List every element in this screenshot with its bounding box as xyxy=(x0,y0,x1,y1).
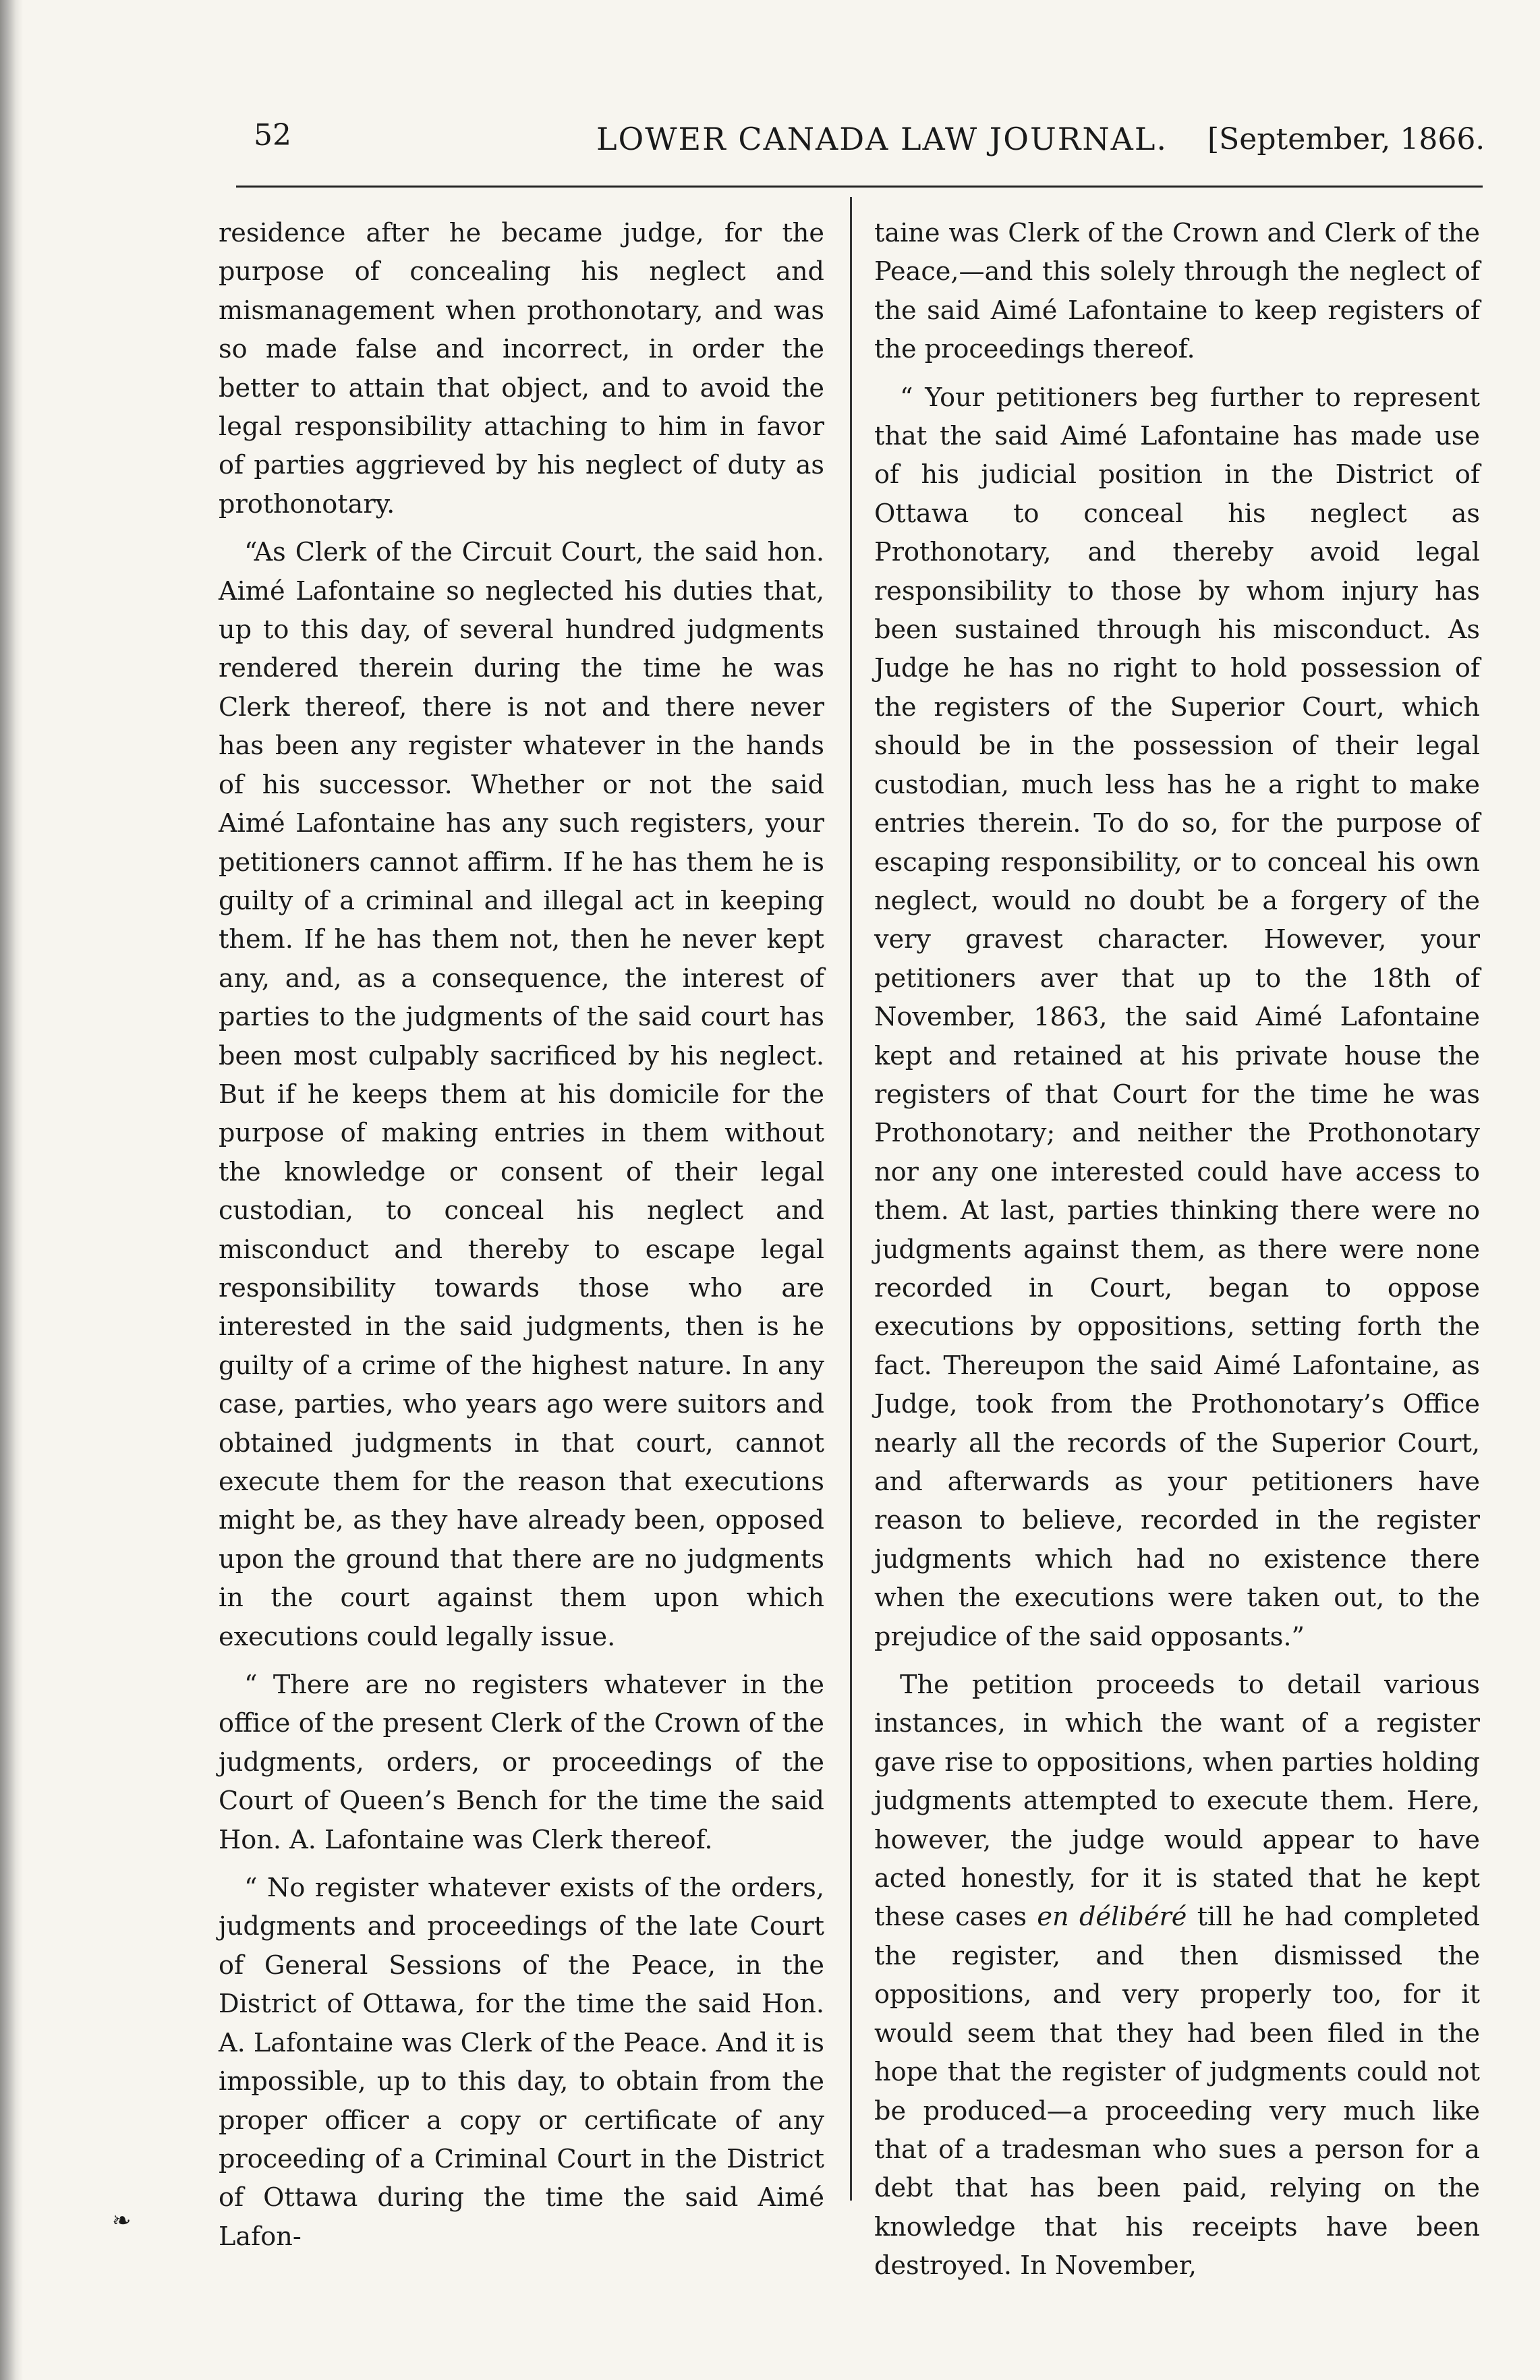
issue-date: [September, 1866. xyxy=(1207,122,1485,157)
page-header xyxy=(0,118,1540,172)
left-column xyxy=(219,215,824,2257)
column-divider xyxy=(850,197,852,2201)
paragraph: taine was Clerk of the Crown and Clerk of the Peace,—and this solely through the neglect of the said Aimé Lafontaine to keep registers of the proceedings thereof. xyxy=(874,219,1480,365)
page-number: 52 xyxy=(254,118,291,152)
margin-mark: ❧ xyxy=(112,2207,132,2234)
running-title: LOWER CANADA LAW JOURNAL. xyxy=(596,121,1168,157)
paragraph: “ Your petitioners beg further to represent that the said Aimé Lafontaine has made use of his judicial position in the District of Ottawa to conceal his neglect as Prothonotary, and thereby avoid legal responsibility to those by whom injury has been sustained through his misconduct. As Judge he has no right to hold possession of the registers of the Superior Court, which should be in the possession of their legal custodian, much less has he a right to make entries therein. To do so, for the purpose of escaping responsibility, or to conceal his own neglect, would no doubt be a forgery of the very gravest character. However, your petitioners aver that up to the 18th of November, 1863, the said Aimé Lafontaine kept and retained at his private house the registers of that Court for the time he was Prothonotary; and neither the Prothonotary nor any one interested could have access to them. At last, parties thinking there were no judgments against them, as there were none recorded in Court, began to oppose executions by oppositions, setting forth the fact. Thereupon the said Aimé Lafontaine, as Judge, took from the Prothonotary’s Office nearly all the records of the Superior Court, and afterwards as your petitioners have reason to believe, recorded in the register judgments which had no existence there when the executions were taken out, to the prejudice of the said opposants.” xyxy=(874,382,1480,1652)
paragraph: “As Clerk of the Circuit Court, the said hon. Aimé Lafontaine so neglected his duties that, up to this day, of several hundred judgments rendered therein during the time he was Clerk thereof, there is not and there never has been any register whatever in the hands of his successor. Whether or not the said Aimé Lafontaine has any such registers, your petitioners cannot affirm. If he has them he is guilty of a criminal and illegal act in keeping them. If he has them not, then he never kept any, and, as a consequence, the interest of parties to the judgments of the said court has been most culpably sacrificed by his neglect. But if he keeps them at his domicile for the purpose of making entries in them without the knowledge or consent of their legal custodian, to conceal his neglect and misconduct and thereby to escape legal responsibility towards those who are interested in the said judgments, then is he guilty of a crime of the highest nature. In any case, parties, who years ago were suitors and obtained judgments in that court, cannot execute them for the reason that executions might be, as they have already been, opposed upon the ground that there are no judgments in the court against them upon which executions could legally issue. xyxy=(219,538,824,1652)
paragraph: residence after he became judge, for the purpose of concealing his neglect and mismanagement when prothonotary, and was so made false and incorrect, in order the better to attain that object, and to avoid the legal responsibility attaching to him in favor of parties aggrieved by his neglect of duty as prothonotary. xyxy=(219,219,824,519)
paragraph-text: The petition proceeds to detail various instances, in which the want of a register gave rise to oppositions, when parties holding judgments attempted to execute them. Here, however, the judge would appear to have acted honestly, for it is stated that he kept these cases xyxy=(874,1670,1480,1933)
latin-phrase: en délibéré xyxy=(1037,1902,1187,1933)
paragraph: “ No register whatever exists of the orders, judgments and proceedings of the late Court of General Sessions of the Peace, in the District of Ottawa, for the time the said Hon. A. Lafontaine was Clerk of the Peace. And it is impossible, up to this day, to obtain from the proper officer a copy or certificate of any proceeding of a Criminal Court in the District of Ottawa during the time the said Aimé Lafon- xyxy=(219,1873,824,2252)
header-rule xyxy=(236,186,1483,188)
right-column xyxy=(874,215,1480,2286)
paragraph xyxy=(874,1666,1480,2286)
paragraph: “ There are no registers whatever in the office of the present Clerk of the Crown of the judgments, orders, or proceedings of the Court of Queen’s Bench for the time the said Hon. A. Lafontaine was Clerk thereof. xyxy=(219,1670,824,1855)
paragraph-text: till he had completed the register, and then dismissed the oppositions, and very properly too, for it would seem that they had been filed in the hope that the register of judgments could not be produced—a proceeding very much like that of a tradesman who sues a person for a debt that has been paid, relying on the knowledge that his receipts have been destroyed. In November, xyxy=(874,1902,1481,2282)
binding-edge-shadow xyxy=(0,0,23,2380)
